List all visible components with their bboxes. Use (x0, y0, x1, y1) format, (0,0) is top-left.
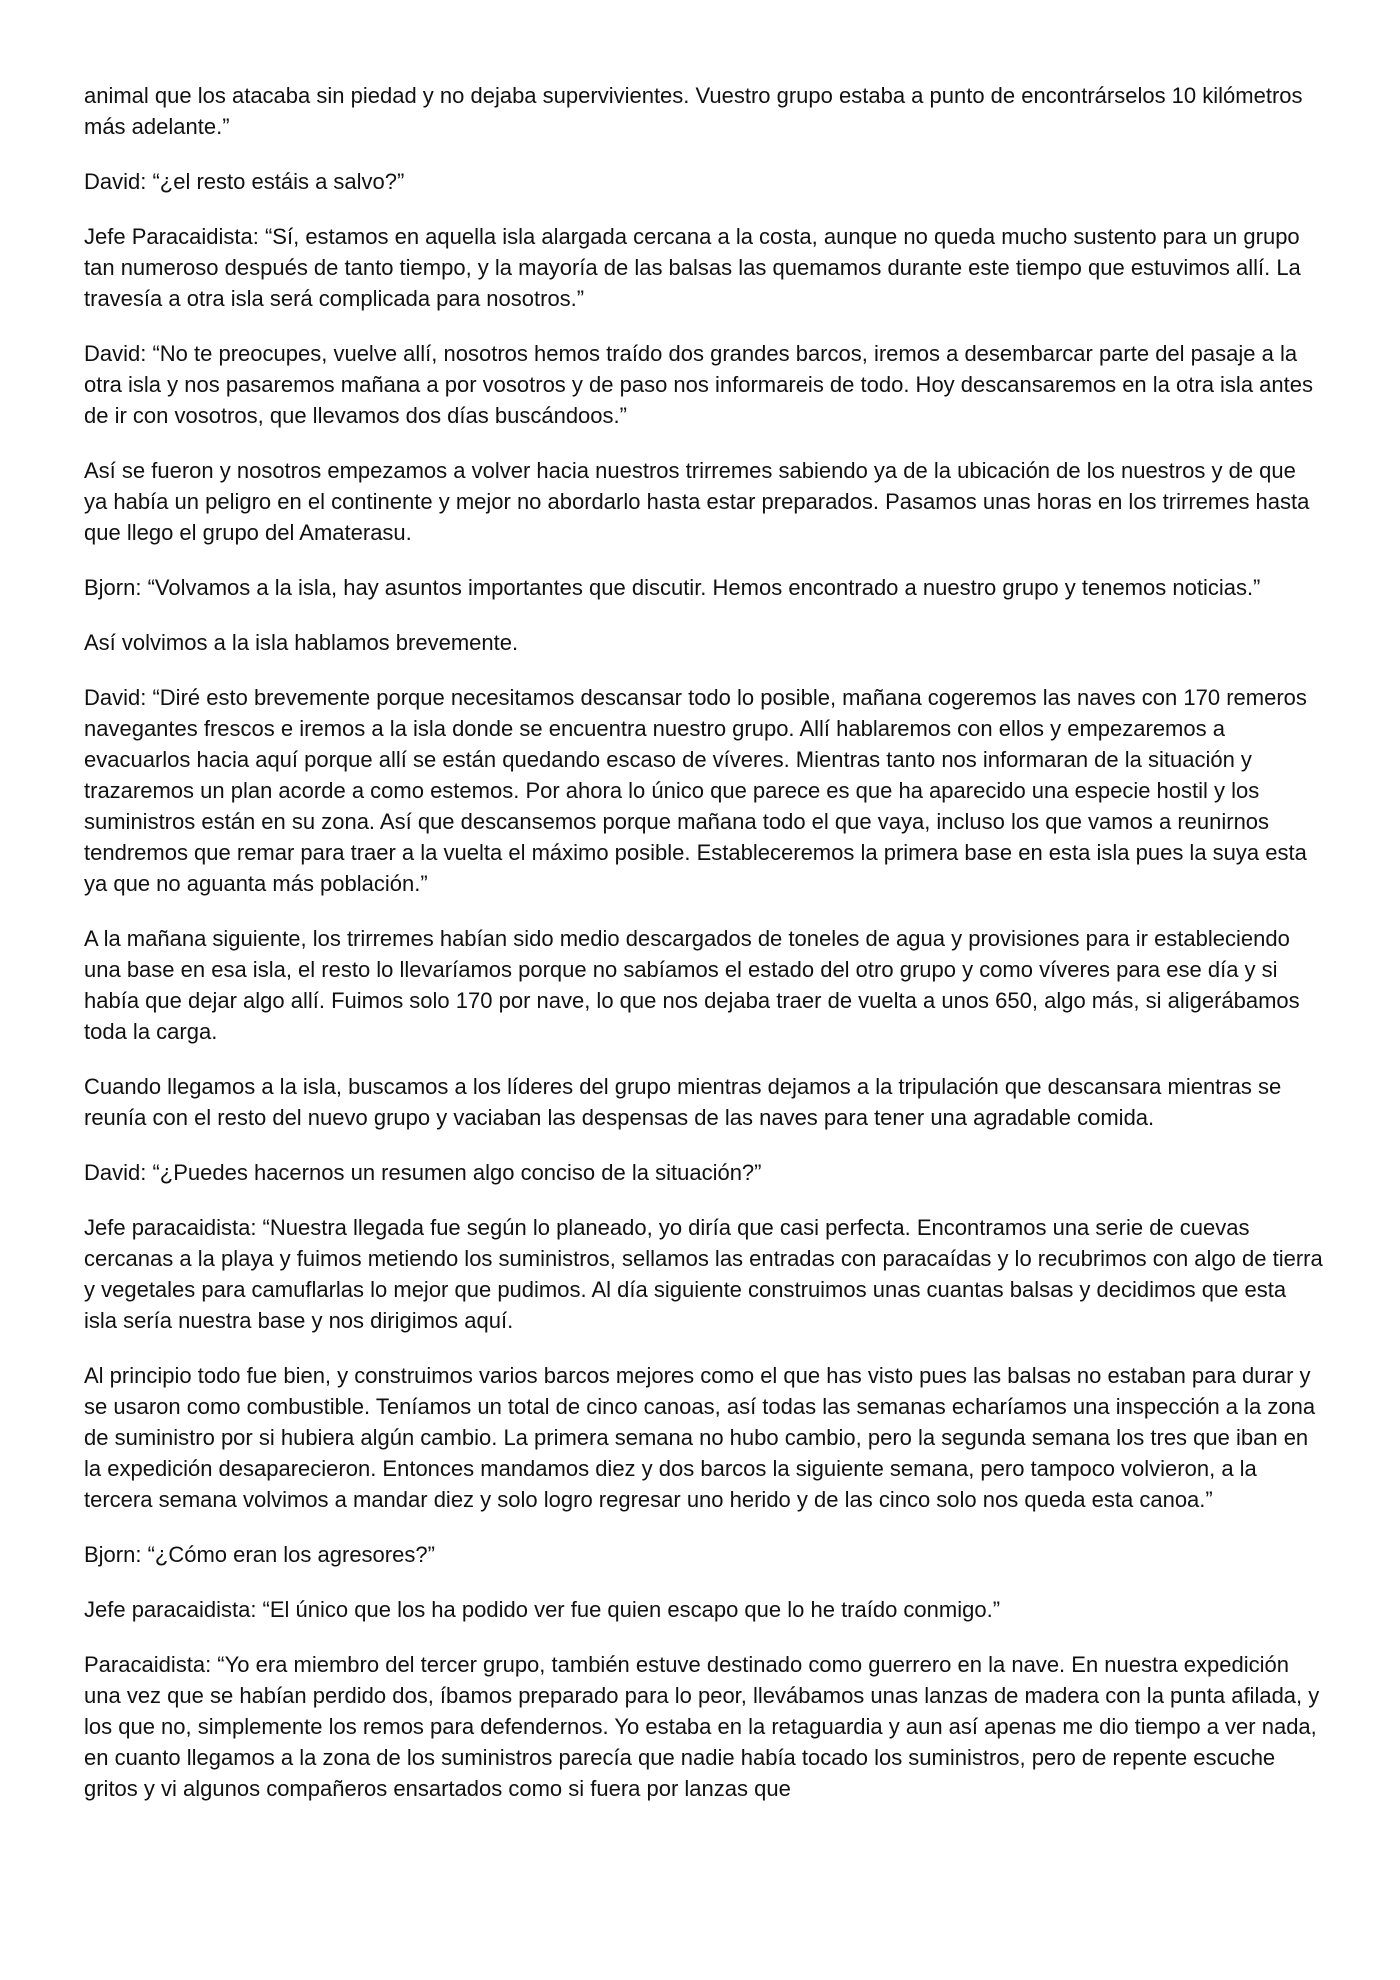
paragraph: Así se fueron y nosotros empezamos a volver hacia nuestros trirremes sabiendo ya de la ubicación de los nuestros y de que ya había un peligro en el continente y mejor no abordarlo hasta estar preparados. Pasamos unas horas en los trirremes hasta que llego el grupo del Amaterasu. (84, 458, 1310, 545)
paragraph: Al principio todo fue bien, y construimos varios barcos mejores como el que has visto pues las balsas no estaban para durar y se usaron como combustible. Teníamos un total de cinco canoas, así todas las semanas echaríamos una inspección a la zona de suministro por si hubiera algún cambio. La primera semana no hubo cambio, pero la segunda semana los tres que iban en la expedición desaparecieron. Entonces mandamos diez y dos barcos la siguiente semana, pero tampoco volvieron, a la tercera semana volvimos a mandar diez y solo logro regresar uno herido y de las cinco solo nos queda esta canoa.” (84, 1363, 1316, 1512)
paragraph: Bjorn: “¿Cómo eran los agresores?” (84, 1542, 435, 1567)
paragraph: Paracaidista: “Yo era miembro del tercer grupo, también estuve destinado como guerrero en la nave. En nuestra expedición una vez que se habían perdido dos, íbamos preparado para lo peor, llevábamos unas lanzas de madera con la punta afilada, y los que no, simplemente los remos para defendernos. Yo estaba en la retaguardia y aun así apenas me dio tiempo a ver nada, en cuanto llegamos a la zona de los suministros parecía que nadie había tocado los suministros, pero de repente escuche gritos y vi algunos compañeros ensartados como si fuera por lanzas que (84, 1652, 1320, 1801)
paragraph: Bjorn: “Volvamos a la isla, hay asuntos importantes que discutir. Hemos encontrado a nuestro grupo y tenemos noticias.” (84, 575, 1261, 600)
paragraph: Cuando llegamos a la isla, buscamos a los líderes del grupo mientras dejamos a la tripulación que descansara mientras se reunía con el resto del nuevo grupo y vaciaban las despensas de las naves para tener una agradable comida. (84, 1074, 1282, 1130)
document-page (84, 80, 1324, 1828)
paragraph: A la mañana siguiente, los trirremes habían sido medio descargados de toneles de agua y provisiones para ir estableciendo una base en esa isla, el resto lo llevaríamos porque no sabíamos el estado del otro grupo y como víveres para ese día y si había que dejar algo allí. Fuimos solo 170 por nave, lo que nos dejaba traer de vuelta a unos 650, algo más, si aligerábamos toda la carga. (84, 926, 1300, 1044)
paragraph: Jefe paracaidista: “Nuestra llegada fue según lo planeado, yo diría que casi perfecta. Encontramos una serie de cuevas cercanas a la playa y fuimos metiendo los suministros, sellamos las entradas con paracaídas y lo recubrimos con algo de tierra y vegetales para camuflarlas lo mejor que pudimos. Al día siguiente construimos unas cuantas balsas y decidimos que esta isla sería nuestra base y nos dirigimos aquí. (84, 1215, 1323, 1333)
paragraph: David: “¿Puedes hacernos un resumen algo conciso de la situación?” (84, 1160, 762, 1185)
paragraph: Así volvimos a la isla hablamos brevemente. (84, 630, 519, 655)
paragraph: David: “Diré esto brevemente porque necesitamos descansar todo lo posible, mañana cogeremos las naves con 170 remeros navegantes frescos e iremos a la isla donde se encuentra nuestro grupo. Allí hablaremos con ellos y empezaremos a evacuarlos hacia aquí porque allí se están quedando escaso de víveres. Mientras tanto nos informaran de la situación y trazaremos un plan acorde a como estemos. Por ahora lo único que parece es que ha aparecido una especie hostil y los suministros están en su zona. Así que descansemos porque mañana todo el que vaya, incluso los que vamos a reunirnos tendremos que remar para traer a la vuelta el máximo posible. Estableceremos la primera base en esta isla pues la suya esta ya que no aguanta más población.” (84, 685, 1307, 896)
paragraph: Jefe paracaidista: “El único que los ha podido ver fue quien escapo que lo he traído conmigo.” (84, 1597, 1001, 1622)
paragraph: Jefe Paracaidista: “Sí, estamos en aquella isla alargada cercana a la costa, aunque no queda mucho sustento para un grupo tan numeroso después de tanto tiempo, y la mayoría de las balsas las quemamos durante este tiempo que estuvimos allí. La travesía a otra isla será complicada para nosotros.” (84, 224, 1301, 311)
paragraph: David: “No te preocupes, vuelve allí, nosotros hemos traído dos grandes barcos, iremos a desembarcar parte del pasaje a la otra isla y nos pasaremos mañana a por vosotros y de paso nos informareis de todo. Hoy descansaremos en la otra isla antes de ir con vosotros, que llevamos dos días buscándoos.” (84, 341, 1313, 428)
paragraph: animal que los atacaba sin piedad y no dejaba supervivientes. Vuestro grupo estaba a punto de encontrárselos 10 kilómetros más adelante.” (84, 83, 1303, 139)
paragraph: David: “¿el resto estáis a salvo?” (84, 169, 405, 194)
